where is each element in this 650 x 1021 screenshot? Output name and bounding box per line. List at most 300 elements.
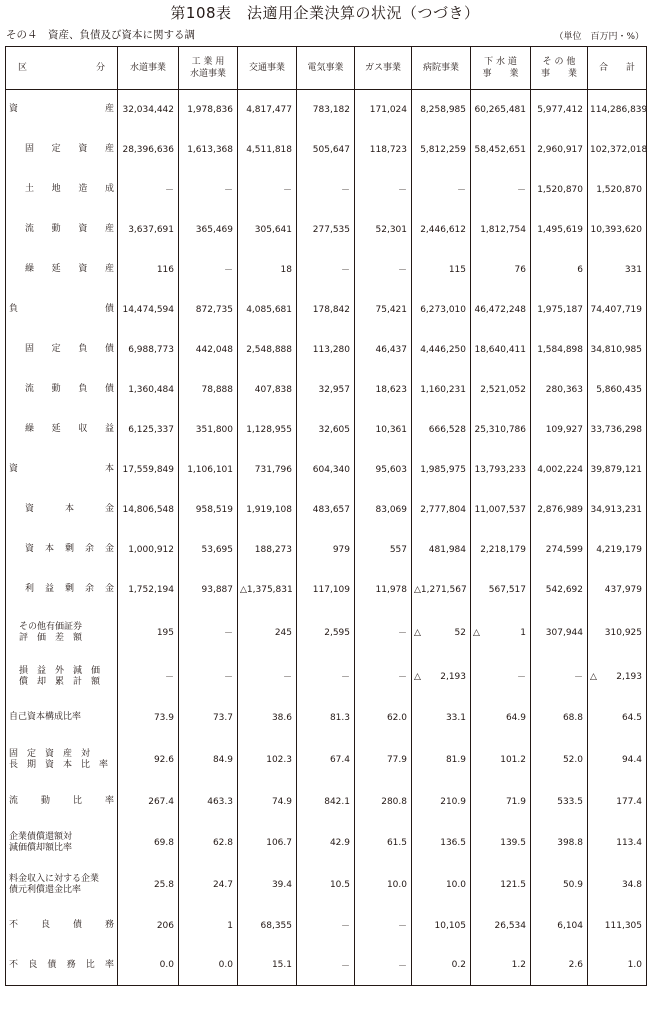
row-label-line: 固 定 資 産 対 [9,748,91,759]
table-cell: 2,446,612 [412,210,471,250]
table-cell: 5,977,412 [531,90,588,130]
table-cell: 4,511,818 [238,130,297,170]
table-cell: 83,069 [355,490,412,530]
table-cell: 62.8 [179,822,238,864]
table-cell: 121.5 [471,864,531,906]
row-label [6,410,118,450]
row-label-char: 務 [66,959,76,970]
header-row [6,47,647,90]
row-label-char: 負 [9,304,19,314]
table-cell: 10,361 [355,410,412,450]
table-cell: 188,273 [238,530,297,570]
table-cell: － [412,170,471,210]
row-label-char: 金 [104,584,114,594]
table-body [6,90,647,986]
table-cell: 11,978 [355,570,412,610]
category-header [6,47,118,90]
row-label [6,946,118,986]
row-label-char: 造 [78,184,88,194]
row-label-char: 良 [40,920,50,930]
row-label-char: 不 [9,959,19,970]
row-label [6,610,118,656]
row-label-line: 長 期 資 本 比 率 [9,759,109,770]
negative-value: 2,193 [440,671,466,682]
table-cell: 4,002,224 [531,450,588,490]
table-cell: 18 [238,250,297,290]
row-label-char: 固 [25,144,35,154]
table-cell: 542,692 [531,570,588,610]
table-cell: － [238,656,297,698]
table-cell: 33.1 [412,698,471,738]
table-cell: 206 [118,906,179,946]
table-cell: 34,810,985 [588,330,647,370]
row-label [6,490,118,530]
table-cell: 274,599 [531,530,588,570]
table-cell: 171,024 [355,90,412,130]
table-cell: 10,105 [412,906,471,946]
row-label-char: 負 [78,344,88,354]
table-cell: 783,182 [297,90,355,130]
column-header-label: 交通事業 [248,63,285,73]
table-row [6,450,647,490]
table-cell: 109,927 [531,410,588,450]
row-label-char: 固 [25,344,35,354]
table-cell: 81.3 [297,698,355,738]
table-cell: 62.0 [355,698,412,738]
table-cell: 958,519 [179,490,238,530]
column-header [412,47,471,90]
table-cell: － [471,170,531,210]
row-label-char: 良 [28,959,38,970]
table-cell: 32,034,442 [118,90,179,130]
column-header-label: ガス事業 [364,63,401,73]
table-cell [412,570,471,610]
table-cell: 2,960,917 [531,130,588,170]
table-cell: － [297,170,355,210]
table-cell: 52,301 [355,210,412,250]
row-label-char: 不 [9,920,19,930]
table-cell: 6,104 [531,906,588,946]
negative-value: 1,271,567 [420,584,467,595]
table-cell: 4,219,179 [588,530,647,570]
table-subtitle: その４ 資産、負債及び資本に関する調 [6,29,195,41]
table-cell: 1,360,484 [118,370,179,410]
row-label-char: 動 [40,796,50,806]
table-cell: 17,559,849 [118,450,179,490]
table-cell: 6,988,773 [118,330,179,370]
table-cell: 32,957 [297,370,355,410]
table-cell: 2,548,888 [238,330,297,370]
row-label-char: 資 [78,224,88,234]
row-label-line: 評 価 差 額 [19,632,83,643]
row-label-char: 利 [25,584,35,594]
table-row [6,410,647,450]
row-label-char: 産 [104,144,114,154]
row-label-char: 動 [51,224,61,234]
table-cell: 78,888 [179,370,238,410]
table-cell: 34.8 [588,864,647,906]
row-label-char: 益 [44,584,54,594]
negative-value: 2,193 [616,671,642,682]
table-cell [412,610,471,656]
negative-value: 1 [520,627,526,638]
row-label-char: 債 [72,920,82,930]
table-cell: 118,723 [355,130,412,170]
table-cell: 13,793,233 [471,450,531,490]
column-header-label: 水道事業 [189,69,226,79]
table-cell: 95,603 [355,450,412,490]
table-cell: 18,640,411 [471,330,531,370]
table-cell: 38.6 [238,698,297,738]
table-cell: 76 [471,250,531,290]
table-cell: 28,396,636 [118,130,179,170]
table-cell: 1,975,187 [531,290,588,330]
table-cell: 398.8 [531,822,588,864]
row-label-char: 資 [9,104,19,115]
row-label [6,290,118,330]
table-cell: 666,528 [412,410,471,450]
row-label-char: 定 [51,344,61,354]
table-cell: 1,752,194 [118,570,179,610]
table-cell: － [297,250,355,290]
table-cell: － [297,656,355,698]
table-row [6,738,647,782]
table-cell: 1,520,870 [588,170,647,210]
column-header [471,47,531,90]
table-cell: 39.4 [238,864,297,906]
negative-value: 52 [454,627,466,638]
table-cell: 1,919,108 [238,490,297,530]
table-cell: 114,286,839 [588,90,647,130]
table-cell: － [179,170,238,210]
row-label-char: 率 [104,959,114,970]
column-header [118,47,179,90]
table-row [6,570,647,610]
row-label-char: 務 [104,920,114,930]
row-label-char: 剰 [64,584,74,594]
row-label [6,864,118,906]
row-label-char: 債 [104,384,114,394]
table-cell: 33,736,298 [588,410,647,450]
table-cell: 74,407,719 [588,290,647,330]
row-label-char: 資 [9,464,19,474]
row-label-char: 成 [104,184,114,194]
table-cell: 463.3 [179,782,238,822]
row-label-line: 損 益 外 減 価 [19,665,101,676]
table-cell: 14,474,594 [118,290,179,330]
row-label-char: 土 [25,184,35,194]
column-header [238,47,297,90]
table-row [6,210,647,250]
table-cell: 74.9 [238,782,297,822]
table-cell: 4,817,477 [238,90,297,130]
table-cell: 11,007,537 [471,490,531,530]
table-cell: 1,613,368 [179,130,238,170]
row-label-char: 繰 [25,424,35,434]
row-label [6,822,118,864]
table-cell: 26,534 [471,906,531,946]
table-cell: － [355,250,412,290]
table-row [6,250,647,290]
table-cell: － [179,610,238,656]
table-cell: 25,310,786 [471,410,531,450]
row-label [6,698,118,738]
row-label-char: 資 [78,264,88,274]
row-label [6,330,118,370]
table-cell [412,656,471,698]
table-title: 第108表 法適用企業決算の状況（つづき） [170,4,480,22]
table-cell: 2.6 [531,946,588,986]
column-header-label: 下 水 道 [484,57,517,67]
table-cell: － [118,656,179,698]
row-label [6,370,118,410]
table-cell: 14,806,548 [118,490,179,530]
table-cell: 210.9 [412,782,471,822]
table-cell: 277,535 [297,210,355,250]
column-header [179,47,238,90]
table-cell: 505,647 [297,130,355,170]
row-label-char: 金 [104,504,114,514]
table-cell: 102,372,018 [588,130,647,170]
table-cell: 842.1 [297,782,355,822]
table-cell: 24.7 [179,864,238,906]
row-label [6,570,118,610]
row-label-char: 資 [78,144,88,154]
table-cell: 111,305 [588,906,647,946]
table-cell: 1 [179,906,238,946]
table-cell: 2,218,179 [471,530,531,570]
table-cell: 1,985,975 [412,450,471,490]
column-header [588,47,647,90]
row-label-line: 自己資本構成比率 [9,712,82,722]
table-cell: 117,109 [297,570,355,610]
table-cell: 6 [531,250,588,290]
table-row [6,782,647,822]
table-row [6,490,647,530]
table-row [6,656,647,698]
table-cell: 60,265,481 [471,90,531,130]
row-label-char: 金 [104,544,114,554]
table-cell: 18,623 [355,370,412,410]
row-label-char: 延 [51,264,61,274]
table-cell: 483,657 [297,490,355,530]
table-cell: 75,421 [355,290,412,330]
table-cell: 1.2 [471,946,531,986]
table-cell: 46,437 [355,330,412,370]
table-cell: 64.9 [471,698,531,738]
table-cell: 365,469 [179,210,238,250]
table-cell: － [179,656,238,698]
table-row [6,822,647,864]
table-cell: 116 [118,250,179,290]
table-row [6,330,647,370]
table-cell: 979 [297,530,355,570]
table-row [6,698,647,738]
table-cell: 1,584,898 [531,330,588,370]
table-cell: 178,842 [297,290,355,330]
row-label-char: 産 [104,104,114,115]
table-cell: 177.4 [588,782,647,822]
column-header-label: 病院事業 [422,63,459,73]
table-cell: － [355,656,412,698]
table-cell: 73.7 [179,698,238,738]
table-cell: 15.1 [238,946,297,986]
row-label-line: 債元利償還金比率 [9,884,82,895]
row-label [6,170,118,210]
row-label-char: 比 [72,796,82,806]
row-label-char: 流 [25,384,35,394]
row-label [6,738,118,782]
table-cell: 407,838 [238,370,297,410]
table-cell: 81.9 [412,738,471,782]
row-label [6,130,118,170]
negative-mark: △ [414,671,421,682]
row-label [6,90,118,130]
table-cell: － [297,906,355,946]
row-label-line: 償 却 累 計 額 [19,676,101,687]
table-cell: 32,605 [297,410,355,450]
table-cell: 84.9 [179,738,238,782]
table-cell: 77.9 [355,738,412,782]
table-cell: 115 [412,250,471,290]
table-row [6,370,647,410]
table-cell: 0.0 [179,946,238,986]
row-label-char: 本 [44,544,54,554]
table-cell: 73.9 [118,698,179,738]
table-cell: 93,887 [179,570,238,610]
table-cell [588,656,647,698]
table-cell: 2,876,989 [531,490,588,530]
negative-mark: △ [414,627,421,638]
row-label [6,656,118,698]
table-cell: 3,637,691 [118,210,179,250]
table-row [6,530,647,570]
table-cell: 8,258,985 [412,90,471,130]
table-cell: 25.8 [118,864,179,906]
table-cell: 1,106,101 [179,450,238,490]
table-cell: － [355,906,412,946]
table-cell: 604,340 [297,450,355,490]
table-cell: － [179,250,238,290]
row-label-char: 繰 [25,264,35,274]
row-label-char: 流 [25,224,35,234]
row-label-char: 資 [25,544,35,554]
column-header-label: 合 計 [598,63,635,73]
table-cell: 1,495,619 [531,210,588,250]
table-cell: 442,048 [179,330,238,370]
table-cell: 10.0 [412,864,471,906]
table-cell: 557 [355,530,412,570]
row-label-char: 比 [85,959,95,970]
table-cell: 351,800 [179,410,238,450]
negative-value: 1,375,831 [246,584,293,595]
table-cell: 113.4 [588,822,647,864]
row-label-char: 本 [104,464,114,474]
row-label-char: 債 [104,304,114,314]
table-cell: 1,978,836 [179,90,238,130]
table-cell: 872,735 [179,290,238,330]
row-label [6,782,118,822]
table-cell: 567,517 [471,570,531,610]
row-label-char: 定 [51,144,61,154]
table-cell: 4,085,681 [238,290,297,330]
table-row [6,610,647,656]
row-label-char: 地 [51,184,61,194]
table-cell: 5,812,259 [412,130,471,170]
table-cell: － [355,610,412,656]
row-label-char: 本 [64,504,74,514]
table-cell: － [531,656,588,698]
table-cell: 305,641 [238,210,297,250]
table-cell: 69.8 [118,822,179,864]
row-label-char: 資 [25,504,35,514]
row-label-line: 企業債償還額対 [9,831,73,842]
table-cell: － [355,946,412,986]
row-label-char: 収 [78,424,88,434]
table-cell [471,610,531,656]
table-cell: 280.8 [355,782,412,822]
table-cell: 42.9 [297,822,355,864]
table-cell: 1,000,912 [118,530,179,570]
table-row [6,170,647,210]
row-label-char: 益 [104,424,114,434]
row-label-char: 産 [104,264,114,274]
row-label-line: 減価償却額比率 [9,842,73,853]
row-label-char: 余 [84,584,94,594]
table-cell: 64.5 [588,698,647,738]
table-cell: 67.4 [297,738,355,782]
table-cell: 46,472,248 [471,290,531,330]
table-cell: － [471,656,531,698]
table-cell: 195 [118,610,179,656]
row-label-char: 動 [51,384,61,394]
table-cell: 68,355 [238,906,297,946]
table-cell: 0.2 [412,946,471,986]
table-row [6,90,647,130]
table-cell: 533.5 [531,782,588,822]
table-cell: 5,860,435 [588,370,647,410]
table-cell: 139.5 [471,822,531,864]
column-header-label: そ の 他 [542,57,576,67]
column-header [355,47,412,90]
row-label [6,450,118,490]
row-label-char: 剰 [64,544,74,554]
table-cell: 2,777,804 [412,490,471,530]
row-label [6,210,118,250]
column-header-label: 工 業 用 [191,57,225,67]
table-cell: 331 [588,250,647,290]
row-label-char: 債 [47,959,57,970]
row-label-char: 産 [104,224,114,234]
table-cell: 39,879,121 [588,450,647,490]
row-label-char: 債 [104,344,114,354]
table-cell: 245 [238,610,297,656]
table-cell: 113,280 [297,330,355,370]
row-label-char: 流 [9,796,19,806]
table-cell: 136.5 [412,822,471,864]
category-header-right: 分 [95,63,105,73]
table-cell: 2,521,052 [471,370,531,410]
table-cell: 481,984 [412,530,471,570]
table-cell: 6,125,337 [118,410,179,450]
table-cell: 6,273,010 [412,290,471,330]
table-cell: 50.9 [531,864,588,906]
negative-mark: △ [240,584,247,595]
table-cell: 58,452,651 [471,130,531,170]
negative-mark: △ [590,671,597,682]
table-cell: 1,128,955 [238,410,297,450]
table-cell: － [238,170,297,210]
